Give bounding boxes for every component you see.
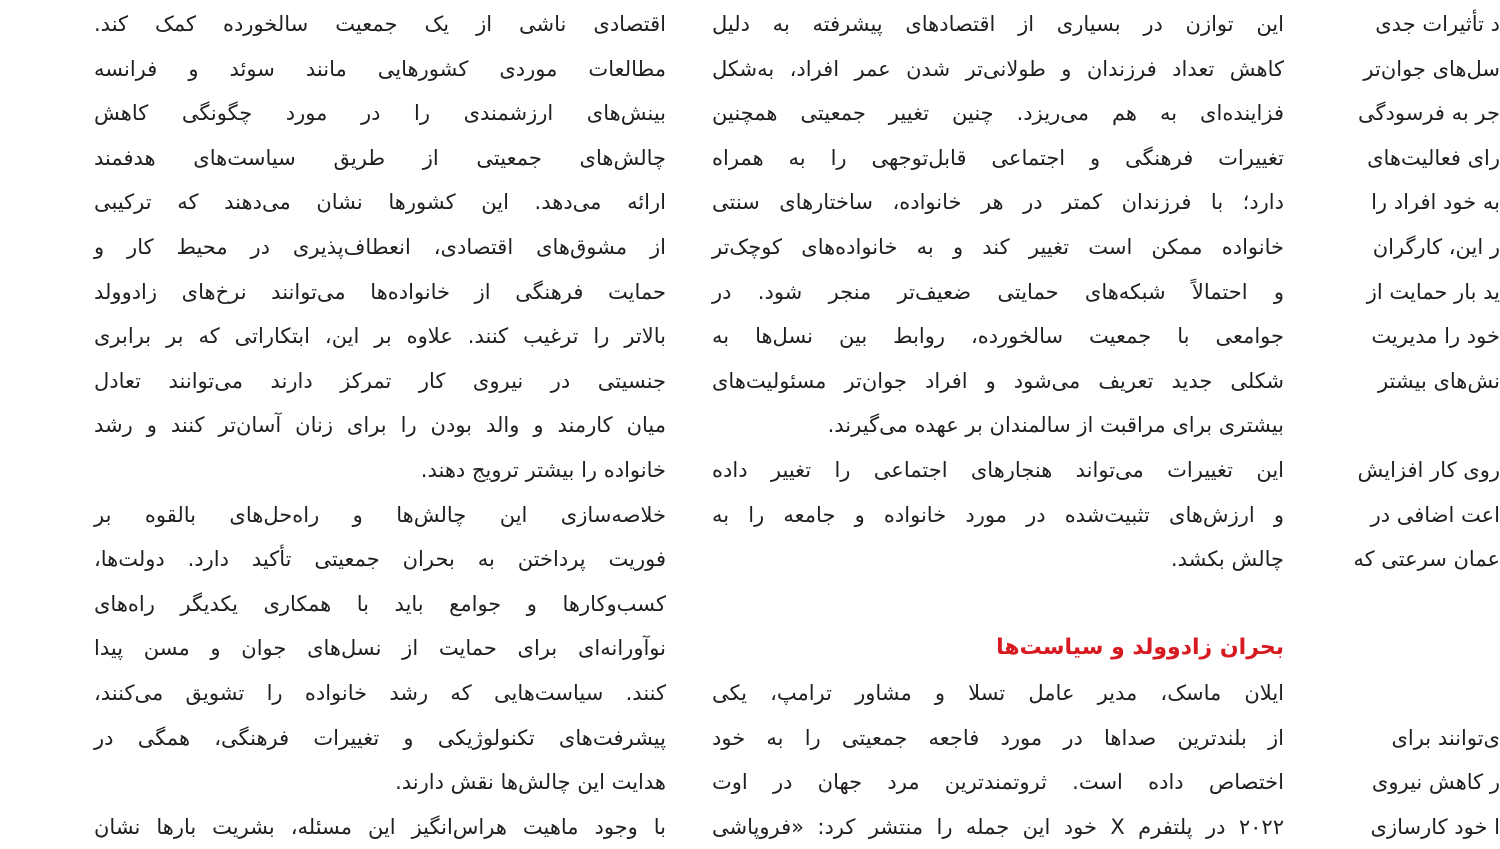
text-column-middle (712, 2, 1284, 849)
text-line: ید بار حمایت از (1366, 279, 1500, 304)
text-column-left (94, 2, 666, 849)
text-line: این تغییرات می‌تواند هنجارهای اجتماعی را تغییر داده (712, 457, 1284, 482)
text-line: میان کارمند و والد بودن را برای زنان آسان‌تر کنند و رشد (94, 413, 666, 438)
text-line: سل‌های جوان‌تر (1363, 56, 1500, 81)
text-line: روی کار افزایش (1357, 457, 1500, 482)
text-line: ر این، کارگران (1372, 234, 1500, 259)
text-line: پیشرفت‌های تکنولوژیکی و تغییرات فرهنگی، همگی در (94, 725, 666, 750)
paragraph-gap (1332, 403, 1500, 448)
text-line: از بلندترین صداها در مورد فاجعه جمعیتی را به خود (712, 725, 1284, 750)
section-heading: بحران زادوولد و سیاست‌ها (996, 635, 1284, 661)
text-line: ر کاهش نیروی (1371, 770, 1500, 795)
text-line: دارد؛ با فرزندان کمتر در هر خانواده، ساختارهای سنتی (712, 190, 1284, 215)
text-line: به خود افراد را (1371, 190, 1500, 215)
text-line: فوریت پرداختن به بحران جمعیتی تأکید دارد. دولت‌ها، (94, 547, 666, 572)
text-line: از مشوق‌های اقتصادی، انعطاف‌پذیری در محیط کار و (94, 234, 666, 259)
text-line: اختصاص داده است. ثروتمندترین مرد جهان در اوت (712, 770, 1284, 795)
text-line: بیشتری برای مراقبت از سالمندان بر عهده می‌گیرند. (827, 413, 1284, 438)
text-line: ۲۰۲۲ در پلتفرم X خود این جمله را منتشر کرد: «فروپاشی (712, 814, 1284, 839)
text-line: نوآورانه‌ای برای حمایت از نسل‌های جوان و مسن پیدا (94, 636, 666, 661)
paragraph-gap (1332, 671, 1500, 716)
text-line: خلاصه‌سازی این چالش‌ها و راه‌حل‌های بالقوه بر (94, 502, 666, 527)
text-line: اقتصادی ناشی از یک جمعیت سالخورده کمک کند. (94, 12, 666, 36)
text-line: هدایت این چالش‌ها نقش دارند. (395, 770, 666, 795)
text-column-right-cropped (1332, 2, 1500, 849)
text-line: ارائه می‌دهد. این کشورها نشان می‌دهند که ترکیبی (94, 190, 666, 215)
text-line: عمان سرعتی که (1353, 547, 1500, 572)
text-line: حمایت فرهنگی از خانواده‌ها می‌توانند نرخ‌های زادوولد (94, 279, 666, 304)
text-line: د تأثیرات جدی (1375, 12, 1500, 36)
text-line: و ارزش‌های تثبیت‌شده در مورد خانواده و جامعه را به (712, 502, 1284, 527)
text-line: خانواده ممکن است تغییر کند و به خانواده‌های کوچک‌تر (712, 234, 1284, 259)
text-line: رای فعالیت‌های (1367, 145, 1500, 170)
text-line: این توازن در بسیاری از اقتصادهای پیشرفته به دلیل (712, 12, 1284, 36)
text-line: کنند. سیاست‌هایی که رشد خانواده را تشویق می‌کنند، (94, 680, 666, 705)
text-line: بینش‌های ارزشمندی را در مورد چگونگی کاهش (94, 101, 666, 126)
text-line: نش‌های بیشتر (1377, 368, 1500, 393)
text-line: مطالعات موردی کشورهایی مانند سوئد و فرانسه (94, 56, 666, 81)
text-line: ی‌توانند برای (1391, 725, 1500, 750)
text-line: ا خود کارسازی (1370, 814, 1500, 839)
text-line: جنسیتی در نیروی کار تمرکز دارند می‌توانند تعادل (94, 368, 666, 393)
text-line: چالش‌های جمعیتی از طریق سیاست‌های هدفمند (94, 145, 666, 170)
text-line: ایلان ماسک، مدیر عامل تسلا و مشاور ترامپ، یکی (712, 680, 1284, 705)
text-line: چالش بکشد. (1170, 547, 1284, 572)
text-line: خانواده را بیشتر ترویج دهند. (420, 457, 666, 482)
text-line: و احتمالاً شبکه‌های حمایتی ضعیف‌تر منجر شود. در (712, 279, 1284, 304)
text-line: بالاتر را ترغیب کنند. علاوه بر این، ابتکاراتی که بر برابری (94, 324, 666, 349)
text-line: با وجود ماهیت هراس‌انگیز این مسئله، بشریت بارها نشان (94, 814, 666, 839)
text-line: کاهش تعداد فرزندان و طولانی‌تر شدن عمر افراد، به‌شکل (712, 56, 1284, 81)
paragraph-gap (1332, 626, 1500, 671)
text-line: اعت اضافی در (1370, 502, 1500, 527)
text-line: جر به فرسودگی (1358, 101, 1500, 126)
text-line: کسب‌وکارها و جوامع باید با همکاری یکدیگر راه‌های (94, 591, 666, 616)
text-line: فزاینده‌ای به هم می‌ریزد. چنین تغییر جمعیتی همچنین (712, 101, 1284, 126)
text-line: شکلی جدید تعریف می‌شود و افراد جوان‌تر مسئولیت‌های (712, 368, 1284, 393)
paragraph-gap (712, 582, 1284, 627)
text-line: خود را مدیریت (1371, 324, 1500, 349)
text-line: تغییرات فرهنگی و اجتماعی قابل‌توجهی را به همراه (712, 145, 1284, 170)
paragraph-gap (1332, 582, 1500, 627)
text-line: جوامعی با جمعیت سالخورده، روابط بین نسل‌ها به (712, 324, 1284, 349)
